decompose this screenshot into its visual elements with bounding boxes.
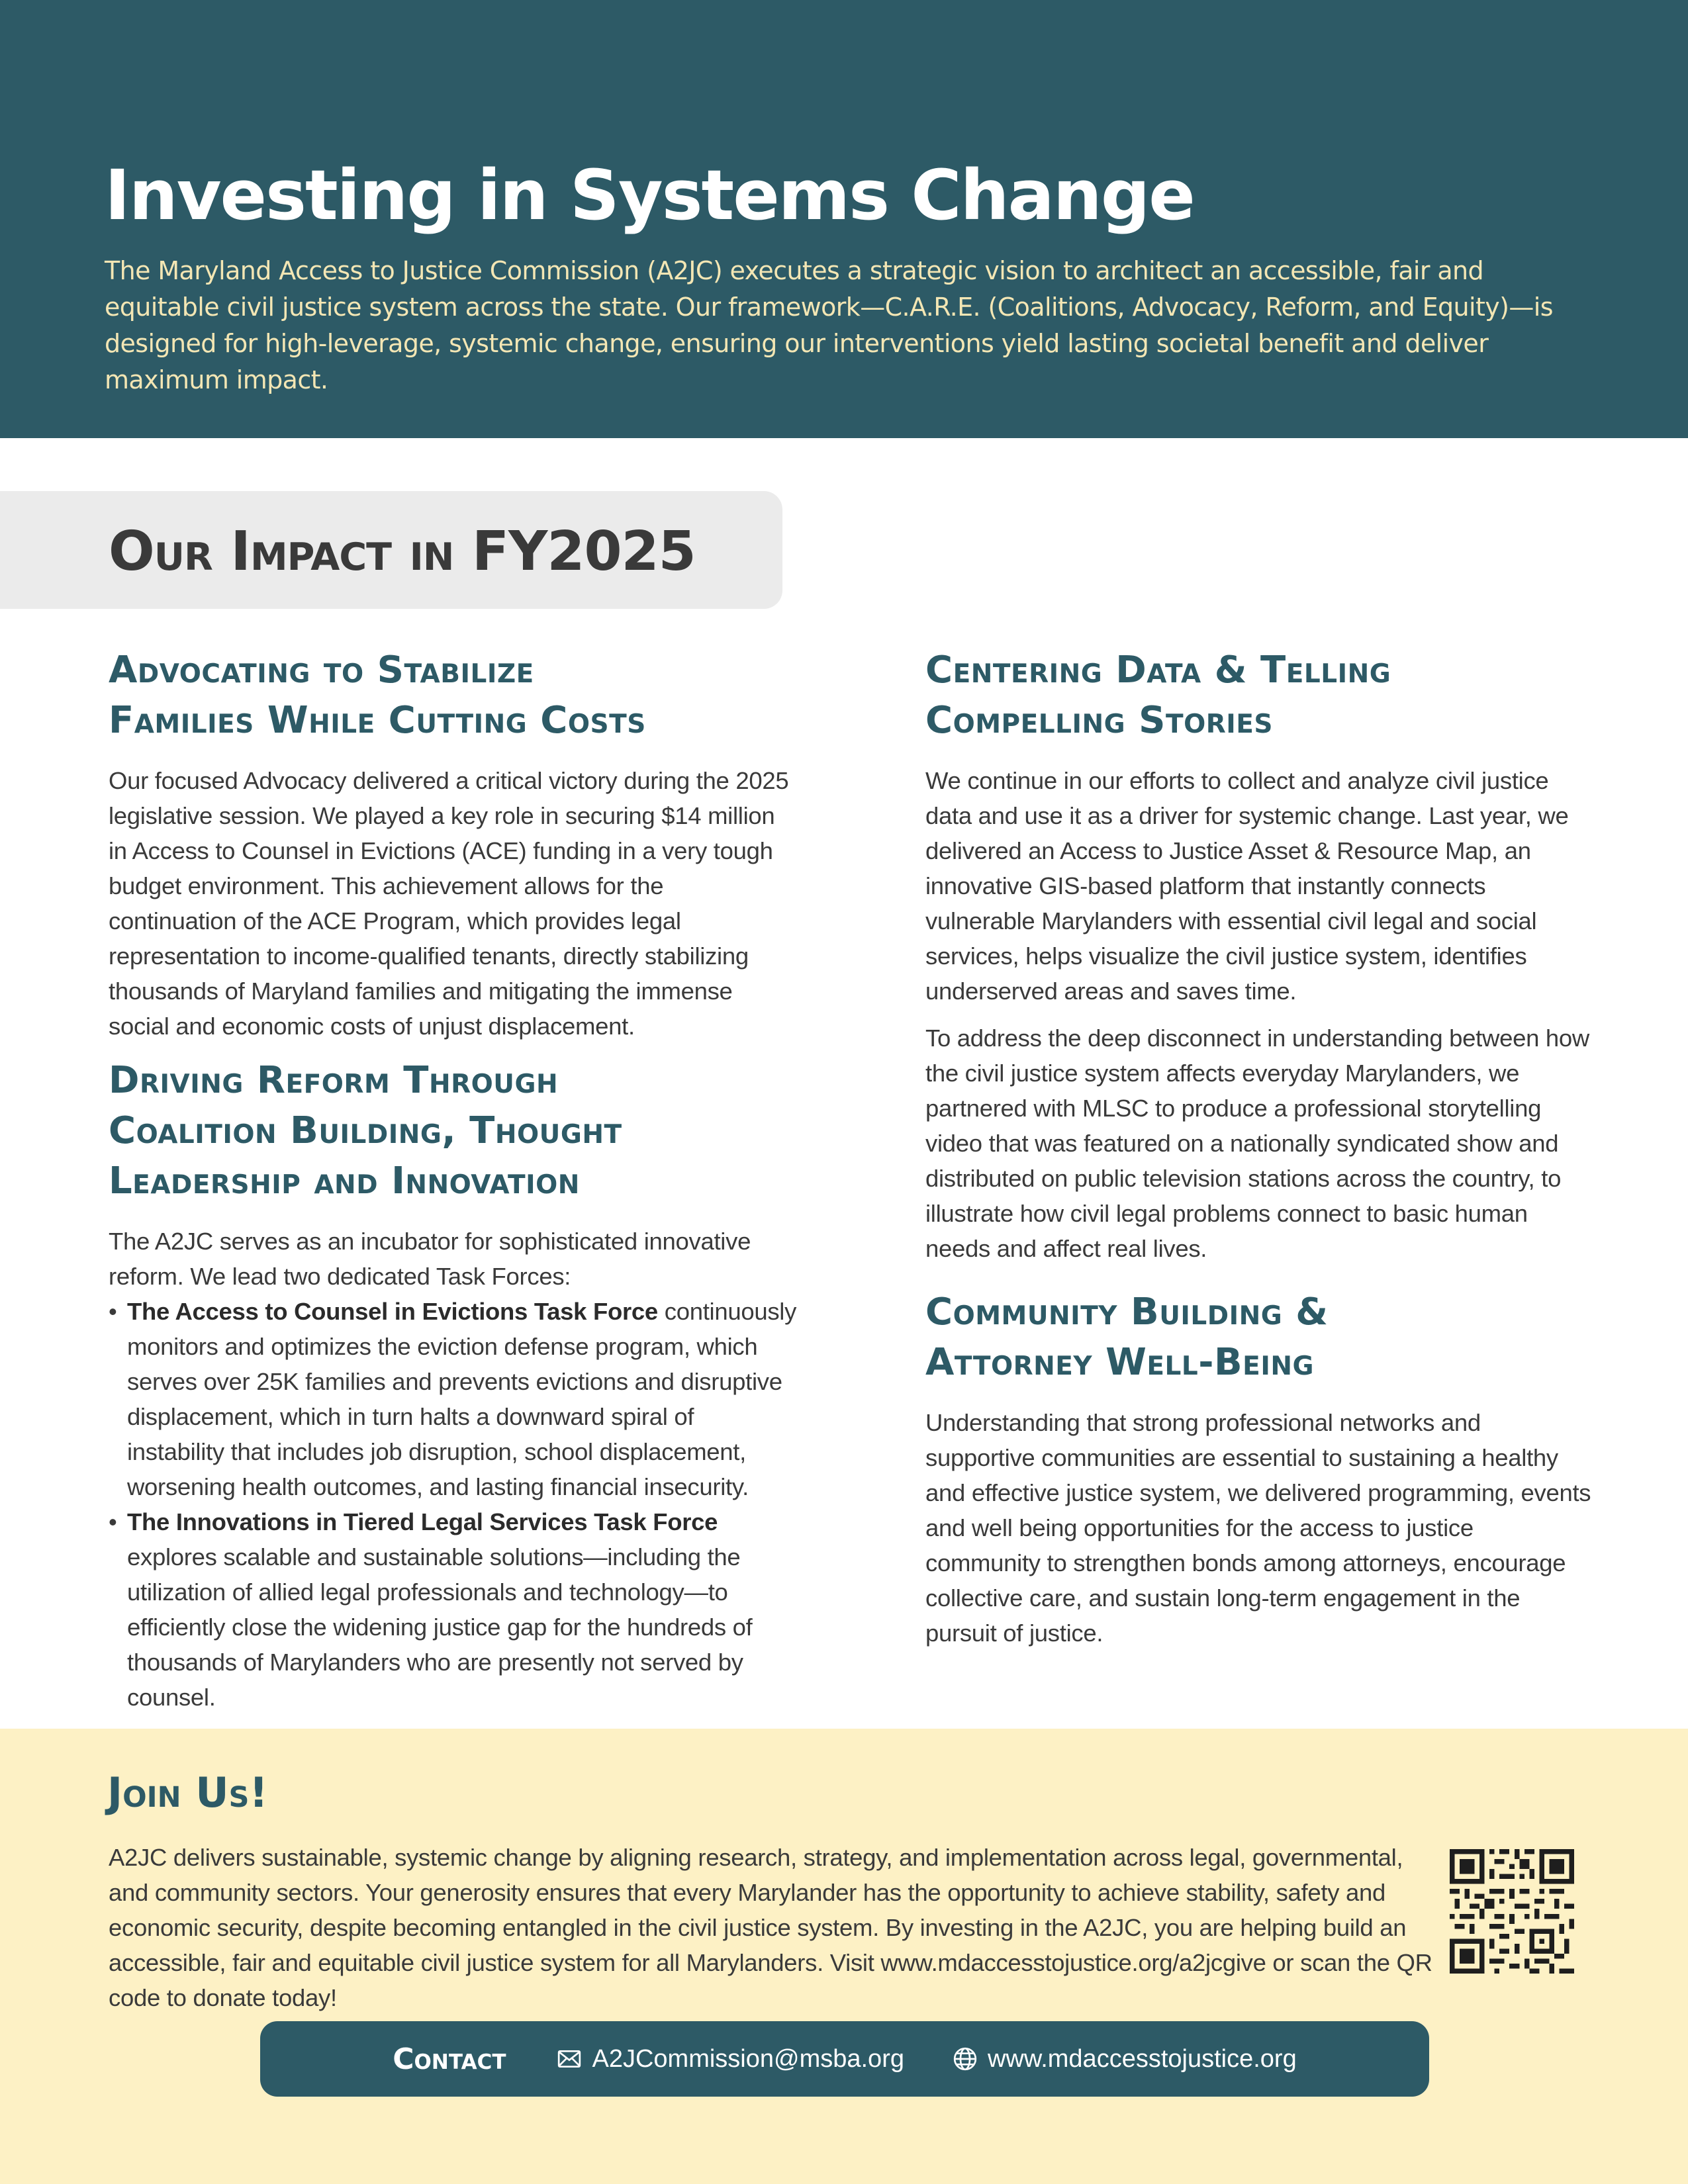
impact-title: Our Impact in FY2025 (109, 520, 696, 583)
impact-tab (0, 491, 782, 609)
contact-website-text[interactable]: www.mdaccesstojustice.org (987, 2044, 1297, 2073)
section-title-line: Attorney Well-Being (925, 1341, 1314, 1384)
header-band (0, 0, 1688, 438)
section-title-data (925, 645, 1594, 746)
envelope-icon (556, 2046, 583, 2072)
task-force-list (109, 1294, 797, 1715)
section-body-community: Understanding that strong professional networks and supportive communities are essential to sustaining a healthy and effective justice system, we delivered programming, events and well being opportunities for the access to justice community to strengthen bonds among attorneys, encourage collective care, and sustain long-term engagement in the pursuit of justice. (925, 1409, 1591, 1647)
section-title-line: Families While Cutting Costs (109, 699, 646, 742)
list-item-text: continuously monitors and optimizes the eviction defense program, which serves over 25K families and prevents evictions and disruptive displacement, which in turn halts a downward spiral of instability that includes job disruption, school displacement, worsening health outcomes, and lasting financial insecurity. (127, 1298, 797, 1500)
join-title: Join Us! (107, 1768, 268, 1817)
list-item (109, 1504, 797, 1715)
contact-label: Contact (393, 2042, 506, 2076)
page-title: Investing in Systems Change (105, 155, 1194, 236)
join-band (0, 1729, 1688, 2184)
section-body-data-1: We continue in our efforts to collect and analyze civil justice data and use it as a driver for systemic change. Last year, we delivered an Access to Justice Asset & Resource Map, an innovative GIS-based platform that instantly connects vulnerable Marylanders with essential civil legal and social services, helps visualize the civil justice system, identifies underserved areas and saves time. (925, 767, 1569, 1005)
left-column (109, 645, 797, 1715)
header-subtitle: The Maryland Access to Justice Commission (A2JC) executes a strategic vision to architect an accessible, fair and equitable civil justice system across the state. Our framework—C.A.R.E. (Coalitions, Advocacy, Reform, and Equity)—is designed for high-leverage, systemic change, ensuring our interventions yield lasting societal benefit and deliver maximum impact. (105, 256, 1553, 394)
list-item-bold: The Innovations in Tiered Legal Services Task Force (127, 1508, 718, 1535)
list-item-bold: The Access to Counsel in Evictions Task Force (127, 1298, 658, 1325)
contact-website[interactable] (952, 2045, 1297, 2073)
section-title-line: Coalition Building, Thought (109, 1109, 622, 1152)
qr-code[interactable] (1450, 1849, 1574, 1974)
section-title-reform (109, 1056, 797, 1206)
contact-bar (260, 2021, 1429, 2097)
section-body-advocating: Our focused Advocacy delivered a critical victory during the 2025 legislative session. We played a key role in securing $14 million in Access to Counsel in Evictions (ACE) funding in a very tough budget environment. This achievement allows for the continuation of the ACE Program, which provides legal representation to income-qualified tenants, directly stabilizing thousands of Maryland families and mitigating the immense social and economic costs of unjust displacement. (109, 767, 789, 1040)
list-item (109, 1294, 797, 1504)
right-column (925, 645, 1594, 1651)
join-body: A2JC delivers sustainable, systemic change by aligning research, strategy, and implementation across legal, governmental, and community sectors. Your generosity ensures that every Marylander has the opportunity to achieve stability, safety and economic security, despite becoming entangled in the civil justice system. By investing in the A2JC, you are helping build an accessible, fair and equitable civil justice system for all Marylanders. Visit www.mdaccesstojustice.org/a2jcgive or scan the QR code to donate today! (109, 1844, 1432, 2011)
section-title-line: Leadership and Innovation (109, 1160, 580, 1203)
section-title-line: Advocating to Stabilize (109, 649, 534, 692)
contact-email[interactable] (556, 2045, 904, 2073)
section-title-line: Community Building & (925, 1291, 1329, 1334)
list-item-text: explores scalable and sustainable solutions—including the utilization of allied legal professionals and technology—to efficiently close the widening justice gap for the hundreds of thousands of Marylanders who are presently not served by counsel. (127, 1543, 753, 1711)
contact-email-text[interactable]: A2JCommission@msba.org (592, 2044, 904, 2073)
section-title-line: Driving Reform Through (109, 1059, 559, 1102)
section-body-data-2: To address the deep disconnect in understanding between how the civil justice system affects everyday Marylanders, we partnered with MLSC to produce a professional storytelling video that was featured on a nationally syndicated show and distributed on public television stations across the country, to illustrate how civil legal problems connect to basic human needs and affect real lives. (925, 1024, 1589, 1262)
section-title-advocating (109, 645, 797, 746)
globe-icon (952, 2046, 978, 2072)
section-title-line: Compelling Stories (925, 699, 1274, 742)
section-title-line: Centering Data & Telling (925, 649, 1391, 692)
section-body-reform: The A2JC serves as an incubator for sophisticated innovative reform. We lead two dedicated Task Forces: (109, 1228, 751, 1290)
section-title-community (925, 1287, 1594, 1388)
